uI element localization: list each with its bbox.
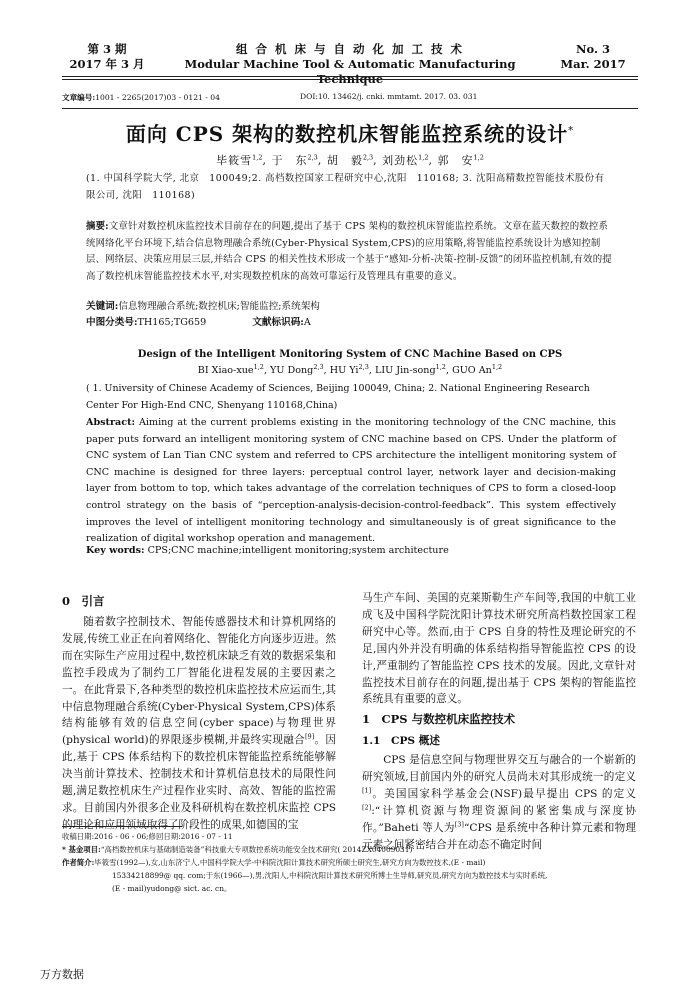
issue-number-en: No. 3 — [576, 42, 610, 56]
meta-rule — [62, 108, 638, 109]
author: 郭 安$^{1,2}$ — [437, 153, 484, 167]
doi: DOI:10. 13462/j. cnki. mmtamt. 2017. 03. 031 — [300, 92, 478, 101]
author-en: BI Xiao-xue$^{1,2}$, — [197, 362, 271, 376]
article-meta — [62, 92, 638, 103]
citation: [9] — [305, 732, 315, 741]
keywords-cn-text: 信息物理融合系统;数控机床;智能监控;系统架构 — [118, 301, 320, 312]
english-title: Design of the Intelligent Monitoring System of CNC Machine Based on CPS — [137, 349, 563, 360]
clc-label: 中图分类号: — [86, 317, 138, 328]
paragraph-intro-continued: 马生产车间、美国的克莱斯勒生产车间等,我国的中航工业成飞及中国科学院沈阳计算技术研究所高档数控国家工程研究中心等。然而,由于 CPS 自身的特性及理论研究的不足,国内外并没有明确的体系结构指导智能监控 CPS 的设计,严重制约了智能监控 CPS 技术的发展。因此,文章针对监控技术目前存在的问题,提出基于 CPS 架构的智能监控系统具有重要的意义。 — [362, 592, 636, 706]
paper-title — [62, 118, 638, 147]
received-date: 收稿日期:2016 - 06 - 06;修回日期:2016 - 07 - 11 — [62, 832, 233, 841]
body-column-right — [362, 590, 636, 854]
journal-name — [175, 42, 525, 87]
paper-title-text: 面向 CPS 架构的数控机床智能监控系统的设计 — [125, 122, 569, 146]
subsection-heading-1-1: 1.1 CPS 概述 — [362, 735, 440, 748]
author: 于 东$^{2,3}$, — [271, 153, 323, 167]
abstract-cn-label: 摘要: — [86, 221, 109, 232]
header-issue — [62, 42, 152, 72]
author-list-en — [62, 362, 638, 376]
watermark: 万方数据 — [40, 968, 84, 981]
issue-number-cn: 第 3 期 — [87, 42, 127, 56]
abstract-en — [86, 415, 616, 548]
article-number-label: 文章编号: — [62, 93, 96, 102]
paragraph-cps-overview: CPS 是信息空间与物理世界交互与融合的一个崭新的研究领域,目前国内外的研究人员尚未对其形成统一的定义[1]。美国国家科学基金会(NSF)最早提出 CPS 的定义[2]:“计算机资源与物理资源间的紧密集成与深度协作。”Baheti 等人为[3]“CPS 是系统中各种计算元素和物理元素之间紧密结合并在动态不确定时间 — [362, 754, 636, 851]
abstract-cn-text: 文章针对数控机床监控技术目前存在的问题,提出了基于 CPS 架构的数控机床智能监控系统。文章在蓝天数控的数控系统网络化平台环境下,结合信息物理融合系统(Cyber-Physical System,CPS)的应用策略,将智能监控系统设计为感知控制层、网络层、决策应用层三层,并结合 CPS 的相关性技术形成一个基于“感知-分析-决策-控制-反馈”的闭环监控机制,有效的提高了数控机床智能监控技术水平,对实现数控机床的高效可靠运行及管理具有重要的意义。 — [86, 221, 612, 282]
author: 刘劲松$^{1,2}$, — [382, 153, 434, 167]
author-list-cn — [62, 152, 638, 168]
keywords-en — [86, 543, 616, 559]
author-bio-line-2: 15334218899@ qq. com;于东(1966—),男,沈阳人,中科院沈阳计算技术研究所博士生导师,研究员,研究方向为数控技术与实时系统, — [112, 871, 548, 880]
author-en: GUO An$^{1,2}$ — [452, 362, 503, 376]
keywords-cn-label: 关键词: — [86, 301, 119, 312]
author-en: HU Yi$^{2,3}$, — [329, 362, 375, 376]
author-en: LIU Jin-song$^{1,2}$, — [374, 362, 453, 376]
citation: [3] — [454, 820, 464, 829]
journal-name-cn: 组 合 机 床 与 自 动 化 加 工 技 术 — [235, 42, 465, 56]
footnote-rule — [62, 826, 182, 827]
article-number: 1001 - 2265(2017)03 - 0121 - 04 — [95, 93, 220, 102]
body-column-left — [62, 590, 336, 834]
abstract-cn — [86, 219, 616, 285]
journal-name-en: Modular Machine Tool & Automatic Manufacturing Technique — [184, 57, 516, 86]
keywords-en-label: Key words: — [86, 545, 145, 556]
affiliation-en: ( 1. University of Chinese Academy of Sciences, Beijing 100049, China; 2. National Engineering Research Center For High-End CNC, Shenyang 110168,China) — [86, 383, 590, 411]
keywords-en-text: CPS;CNC machine;intelligent monitoring;system architecture — [147, 545, 449, 556]
keywords-cn — [86, 299, 320, 315]
author-bio-line-3: (E - mail)yudong@ sict. ac. cn。 — [112, 884, 232, 893]
abstract-en-label: Abstract: — [86, 417, 136, 428]
doc-code-label: 文献标识码: — [252, 317, 304, 328]
footnotes — [62, 830, 638, 895]
author: 胡 毅$^{2,3}$, — [326, 153, 378, 167]
section-heading-0: 0 引言 — [62, 594, 105, 608]
author: 毕筱雪$^{1,2}$, — [216, 153, 267, 167]
author-en: YU Dong$^{2,3}$, — [270, 362, 330, 376]
section-heading-1: 1 CPS 与数控机床监控技术 — [362, 712, 516, 727]
header-issue-en — [548, 42, 638, 72]
issue-date-cn: 2017 年 3 月 — [69, 57, 145, 71]
clc-code: TH165;TG659 — [137, 317, 207, 328]
title-footnote-mark: * — [568, 125, 575, 137]
issue-date-en: Mar. 2017 — [560, 57, 626, 71]
citation: [1] — [362, 786, 372, 795]
doc-code: A — [303, 317, 311, 328]
paragraph-intro: 随着数字控制技术、智能传感器技术和计算机网络的发展,传统工业正在向着网络化、智能化方向逐步迈进。然而在实际生产应用过程中,数控机床缺乏有效的数据采集和监控手段成为了制约工厂智能化进程发展的主要因素之一。在此背景下,各种类型的数控机床监控技术应运而生,其中信息物理融合系统(Cyber-Physical System,CPS)体系结构能够有效的信息空间(cyber space)与物理世界(physical world)的界限逐步模糊,并最终实现融合[9]。因此,基于 CPS 体系结构下的数控机床智能监控系统能够解决当前计算技术、控制技术和计算机信息技术的局限性问题,满足数控机床生产过程作业实时、高效、智能的监控需求。目前国内外很多企业及科研机构在数控机床监控 CPS 的理论和应用领域取得了阶段性的成果,如德国的宝 — [62, 616, 337, 831]
classification — [86, 315, 311, 331]
citation: [2] — [362, 803, 372, 812]
header-rule — [62, 76, 638, 77]
fund-note: * 基金项目:“高档数控机床与基础制造装备”科技重大专项数控系统功能安全技术研究( 2014ZX04009031) — [62, 845, 413, 854]
author-bio: 作者简介:毕筱雪(1992—),女,山东济宁人,中国科学院大学-中科院沈阳计算技术研究所硕士研究生,研究方向为数控技术,(E - mail) — [62, 858, 486, 867]
header-rule-thin — [62, 79, 638, 80]
affiliation-cn: (1. 中国科学院大学, 北京 100049;2. 高档数控国家工程研究中心,沈阳 110168; 3. 沈阳高精数控智能技术股份有限公司, 沈阳 110168) — [86, 173, 605, 201]
abstract-en-text: Aiming at the current problems existing in the monitoring technology of the CNC machine, this paper puts forward an intelligent monitoring system of CNC machine based on CPS. Under the platform of CNC system of Lan Tian CNC system and referred to CPS architecture the intelligent monitoring system of CNC machine is designed for three layers: perceptual control layer, network layer and decision-making layer from bottom to top, which takes advantage of the correlation techniques of CPS to form a closed-loop control strategy on the basis of “perception-analysis-decision-control-feedback”. This system effectively improves the level of intelligent monitoring technology and simultaneously is of great significance to the realization of digital workshop operation and management. — [86, 417, 616, 545]
